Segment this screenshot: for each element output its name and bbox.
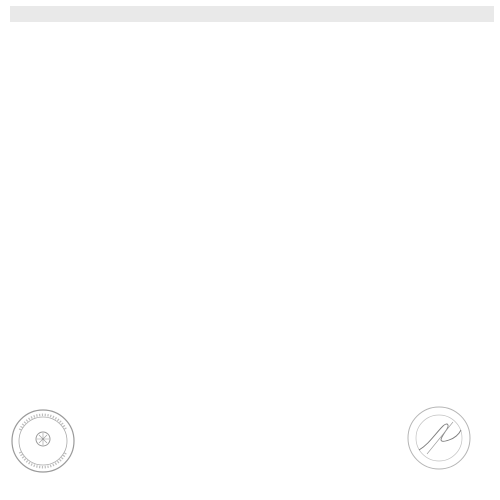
- signature-stamp-icon: [405, 404, 473, 472]
- table-header: [10, 6, 494, 22]
- lab-stamp-icon: [10, 408, 76, 474]
